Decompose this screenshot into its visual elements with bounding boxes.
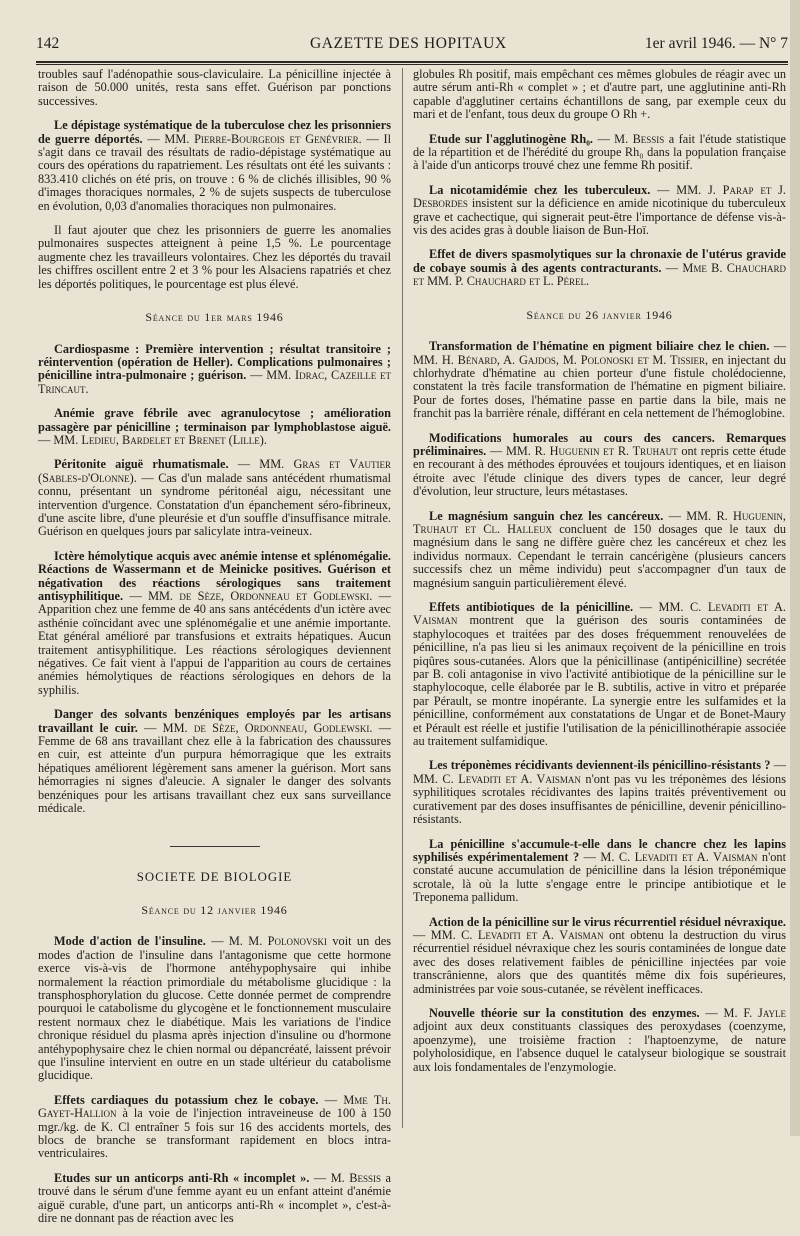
abstract-title: Anémie grave fébrile avec agranulocytose ; amélioration passagère par pénicilline ; terminaison par lymphoblastose aiguë.: [38, 406, 391, 434]
abstract-authors: — MM. C. Levaditi et A. Vaisman: [413, 600, 787, 628]
abstract-title: Effets antibiotiques de la pénicilline.: [429, 600, 634, 614]
abstract-title: Cardiospasme : Première intervention ; résultat transitoire ; réintervention (opération de Heller). Complications pulmonaires ; pénicilline intra-pulmonaire ; guérison.: [38, 341, 391, 383]
page-number: 142: [36, 35, 60, 52]
abstract-authors: — M. Bessis: [597, 131, 665, 146]
abstract-text: — Cas d'un malade sans antécédent rhumatismal connu, présentant un syndrome péritonéal aigu, nécessitant une intervention d'urgence. Constatation d'un épanchement séro-fibrineux, d'une ascite libre, d'une pleurésie et d'un souffle d'insuffisance mitrale. Guérison en quelques jours par salicylate intra-veineux.: [38, 470, 392, 539]
abstract-entry: [413, 916, 786, 996]
abstract-title: Danger des solvants benzéniques employés par les artisans travaillant le cuir.: [38, 707, 391, 735]
abstract-title: Le magnésium sanguin chez les cancéreux.: [429, 508, 664, 523]
abstract-text: — Apparition chez une femme de 40 ans sans antécédents d'un ictère avec asthénie coïncidant avec une splénomégalie et une anémie importante. Etat général amélioré par transfusions et extraits hépatiques. Aucun traitement antisyphilitique. Les réactions sérologiques deviennent négatives. Ce fait vient à l'appui de l'apparition au cours de certaines anémies hémolytiques de réactions sérologiques en dehors de la syphilis.: [38, 589, 392, 697]
abstract-title: Mode d'action de l'insuline.: [54, 934, 206, 949]
paragraph: globules Rh positif, mais empêchant ces mêmes globules de réagir avec un autre sérum anti-Rh « complet » ; et d'autre part, une agglutinine anti-Rh capable d'agglutiner certains échantillons de sang, par exemple ceux du mari et de l'enfant, tous deux du groupe O Rh +.: [413, 67, 786, 122]
paragraph: Il faut ajouter que chez les prisonniers de guerre les anomalies pulmonaires suspectes atteignent à peine 1,5 %. Le pourcentage augmente chez les travailleurs volontaires. Chez les déportés du travail les chiffres oscillent entre 2 et 3 % pour les Alsaciens rapatriés et chez les déportés politiques, le pourcentage est plus élevé.: [38, 223, 391, 291]
abstract-entry: [413, 432, 786, 499]
running-header: [36, 25, 788, 55]
abstract-title: Modifications humorales au cours des cancers. Remarques préliminaires.: [413, 430, 786, 458]
abstract-text: — Il s'agit dans ce travail des résultats de radio-dépistage systématique au cours des opérations du rapatriement. Les résultats ont été les suivants : 833.410 clichés on été pris, on trouve : 6 % de clichés illisibles, 90 % d'images thoraciques normales, 2 % de sujets suspects de tuberculose en évolution, 0,03 d'anomalies thoraciques non pulmonaires.: [38, 131, 392, 213]
abstract-authors: — M. M. Polonovski: [211, 934, 328, 949]
abstract-authors: — MM. R. Huguenin et R. Truhaut: [489, 443, 678, 458]
abstract-text: en injectant du chlorhydrate d'hématine au chien porteur d'une fistule cholédocienne, constatent la très facile transformation de l'hématine en pigment biliaire. Pour de fortes doses, l'hématine passe en partie dans la bile, mais ne franchit pas la barrière rénale, différant en cela nettement de l'hémoglobine.: [413, 352, 787, 421]
abstract-entry: [413, 759, 786, 826]
abstract-authors: — Mme Th. Gayet-Hallion: [38, 1092, 391, 1121]
abstract-entry: [413, 184, 786, 238]
abstract-authors: — Mme B. Chauchard et MM. P. Chauchard et L. Pérel.: [413, 260, 787, 289]
abstract-title: Effet de divers spasmolytiques sur la chronaxie de l'utérus gravide de cobaye soumis à des agents contracturants.: [413, 247, 786, 275]
abstract-authors: — MM. C. Levaditi et A. Vaisman: [413, 927, 604, 942]
abstract-text: voit un des modes d'action de l'insuline dans l'antagonisme que cette hormone exerce vis-à-vis de l'hormone antéhypophysaire qui inhibe normalement la réaction primordiale du métabolisme glucidique : la transphosphorylation du glucose. Cette donnée permet de comprendre pourquoi le catabolisme du glycogène et le fonctionnement musculaire restent normaux chez le diabétique. Mais les variations de l'indice chronique résiduel du plasma après injection d'insuline ou d'hormone antéhypophysaire chez le chien normal ou dépancréaté, laissent prévoir que l'insuline intervient en outre en un stade ultérieur du catabolisme glucidique.: [38, 934, 392, 1083]
journal-title: GAZETTE DES HOPITAUX: [310, 35, 507, 52]
header-rule-thin: [36, 64, 788, 65]
abstract-authors: — MM. Idrac, Cazeille et Trincaut.: [38, 368, 392, 396]
abstract-authors: — MM. Ledieu, Bardelet et Brenet (Lille).: [38, 432, 267, 447]
column-divider: [402, 68, 403, 1128]
abstract-entry: [413, 510, 786, 590]
abstract-entry: [38, 407, 391, 447]
abstract-title: Transformation de l'hématine en pigment biliaire chez le chien.: [429, 339, 770, 354]
abstract-text: montrent que la guérison des souris contaminées de staphylocoques et traitées par des doses fréquemment renouvelées de pénicilline, n'a pas lieu si les animaux reçoivent de la pénicilline en trois piqûres sous-cutanées. Alors que la pénicillinase (antipénicilline) secrétée par B. coli antagonise in vivo l'activité antibiotique de la pénicilline sur le staphylocoque, celle élaborée par le B. subtilis, active in vitro et préparée par Pérault, se montre inopérante. La synergie entre les sulfamides et la pénicilline, conformément aux constatations de Ungar et de Bonet-Maury et Pérault est réelle et justifie l'utilisation de la pénicillinothérapie associée au traitement sulfamidique.: [413, 613, 787, 749]
abstract-authors: — M. C. Levaditi et A. Vaisman: [583, 849, 758, 864]
abstract-entry: [38, 458, 391, 538]
abstract-title: Effets cardiaques du potassium chez le cobaye.: [54, 1092, 319, 1107]
abstract-text: a fait l'étude statistique de la répartition et de l'hérédité du groupe Rh₀ dans la population française à l'aide d'un anticorps trouvé chez une femme Rh positif.: [413, 131, 787, 173]
abstract-authors: — MM. Pierre-Bourgeois et Genévrier.: [147, 131, 362, 146]
abstract-authors: — MM. de Sèze, Ordonneau et Godlewski.: [129, 589, 373, 603]
abstract-text: adjoint aux deux constituants classiques des peroxydases (coenzyme, apoenzyme), une troisième fraction : l'haptoenzyme, de nature polyholosidique, en l'absence duquel le catalyseur biologique se soustrait aux lois fondamentales de l'enzymologie.: [413, 1019, 786, 1074]
abstract-entry: [38, 935, 391, 1082]
session-heading: Séance du 26 janvier 1946: [526, 307, 673, 322]
society-heading: SOCIETE DE BIOLOGIE: [136, 869, 293, 884]
abstract-entry: [413, 1007, 786, 1074]
abstract-authors: — MM. R. Huguenin, Truhaut et Cl. Halleux: [413, 508, 786, 536]
abstract-entry: [38, 708, 391, 815]
abstract-entry: [38, 119, 391, 213]
abstract-text: ont repris cette étude en recourant à des méthodes éprouvées et toujours identiques, et en liaison étroite avec l'étude clinique des divers types de cancer, leur degré d'évolution, leur structure, leurs métastases.: [413, 443, 787, 499]
abstract-authors: — MM. de Sèze, Ordonneau, Godlewski.: [144, 720, 373, 735]
scan-edge: [790, 0, 800, 1136]
abstract-text: — Femme de 68 ans travaillant chez elle à la fabrication des chaussures en cuir, est atteinte d'un purpura hémorragique que les extraits hépatiques améliorent légèrement sans amener la guérison. Mort sans hémorragies ni signes d'aleucie. A signaler le danger des solvants benzéniques pour les artisans travaillant chez eux sans surveillance médicale.: [38, 720, 391, 816]
section-separator: [170, 846, 260, 847]
abstract-entry: [38, 1172, 391, 1226]
paragraph: troubles sauf l'adénopathie sous-claviculaire. La pénicilline injectée à raison de 50.000 unités, resta sans effet. Guérison par ponctions successives.: [38, 67, 391, 108]
abstract-entry: [413, 340, 786, 420]
abstract-title: Le dépistage systématique de la tuberculose chez les prisonniers de guerre déportés.: [38, 118, 391, 146]
abstract-entry: [413, 601, 786, 748]
abstract-authors: — M. Bessis: [313, 1170, 381, 1185]
abstract-title: La nicotamidémie chez les tuberculeux.: [429, 182, 651, 197]
abstract-entry: [413, 248, 786, 288]
abstract-text: à la voie de l'injection intraveineuse de 100 à 150 mgr./kg. de K. Cl entraîner 5 fois sur 16 des accidents mortels, des blocs de branche se transformant rapidement en blocs intra-ventriculaires.: [38, 1106, 391, 1161]
abstract-entry: [38, 1094, 391, 1161]
abstract-text: n'ont constaté aucune accumulation de pénicilline dans la lésion tréponémique scrotale, là où la lutte s'engage entre le principe antibiotique et le Treponema pallidum.: [413, 849, 786, 905]
abstract-text: a trouvé dans le sérum d'une femme ayant eu un enfant atteint d'anémie aiguë curable, d'une part, un anticorps anti-Rh « incomplet », c'est-à-dire ne donnant pas de réaction avec les: [38, 1170, 392, 1226]
session-heading: Séance du 1er mars 1946: [145, 310, 284, 325]
abstract-entry: [413, 133, 786, 173]
abstract-authors: — MM. H. Bénard, A. Gajdos, M. Polonoski et M. Tissier,: [413, 339, 786, 367]
abstract-authors: — M. F. Jayle: [705, 1005, 786, 1020]
abstract-title: Action de la pénicilline sur le virus récurrentiel résiduel névraxique.: [429, 914, 786, 929]
abstract-authors: — MM. J. Parap et J. Desbordes: [413, 182, 786, 211]
abstract-title: Ictère hémolytique acquis avec anémie intense et splénomégalie. Réactions de Wassermann et de Meinicke positives. Guérison et négativation des réactions sérologiques sans traitement antisyphilitique.: [38, 548, 391, 603]
session-heading: Séance du 12 janvier 1946: [141, 902, 288, 917]
abstract-authors: — MM. Gras et Vautier (Sables-d'Olonne).: [38, 457, 391, 485]
issue-date: 1er avril 1946. — N° 7: [644, 35, 788, 52]
abstract-title: Etudes sur un anticorps anti-Rh « incomplet ».: [54, 1170, 310, 1185]
abstract-authors: — MM. C. Levaditi et A. Vaisman: [413, 758, 786, 786]
abstract-title: Nouvelle théorie sur la constitution des enzymes.: [429, 1005, 700, 1020]
abstract-entry: [413, 838, 786, 905]
abstract-entry: [38, 343, 391, 397]
abstract-entry: [38, 550, 391, 697]
abstract-title: Etude sur l'agglutinogène Rh₀.: [429, 131, 593, 146]
abstract-text: concluent de 150 dosages que le taux du magnésium dans le sang ne diffère guère chez les cancéreux et chez les individus normaux. Cependant le terrain cancérigène (plusieurs cancers successifs chez un même individu) peut s'accompagner d'un taux de magnésium sanguin particulièrement élevé.: [413, 521, 787, 590]
abstract-title: La pénicilline s'accumule-t-elle dans le chancre chez les lapins syphilisés expérimentalement ?: [413, 836, 786, 864]
abstract-text: n'ont pas vu les tréponèmes des lésions syphilitiques scrotales récidivantes des lapins traités préventivement ou curativement par des doses insuffisantes de pénicilline, devenir pénicillino-résistants.: [413, 771, 786, 827]
abstract-text: ont obtenu la destruction du virus récurrentiel résiduel névraxique chez les souris contaminées de longue date avec des doses relativement faibles de pénicilline injectées par voie transcrânienne, alors que des quantités même dix fois supérieures, administrées par voie sous-cutanée, se révèlent inefficaces.: [413, 927, 786, 996]
left-column: [38, 68, 391, 1236]
abstract-text: insistent sur la déficience en amide nicotinique du tuberculeux grave et cachectique, qui signerait peut-être l'importance de défense vis-à-vis des acides gras à double liaison de Bun-Hoï.: [413, 196, 786, 238]
abstract-title: Les tréponèmes récidivants deviennent-ils pénicillino-résistants ?: [429, 758, 771, 773]
header-rule: [36, 61, 788, 63]
right-column: [413, 68, 786, 1085]
abstract-title: Péritonite aiguë rhumatismale.: [54, 457, 229, 472]
